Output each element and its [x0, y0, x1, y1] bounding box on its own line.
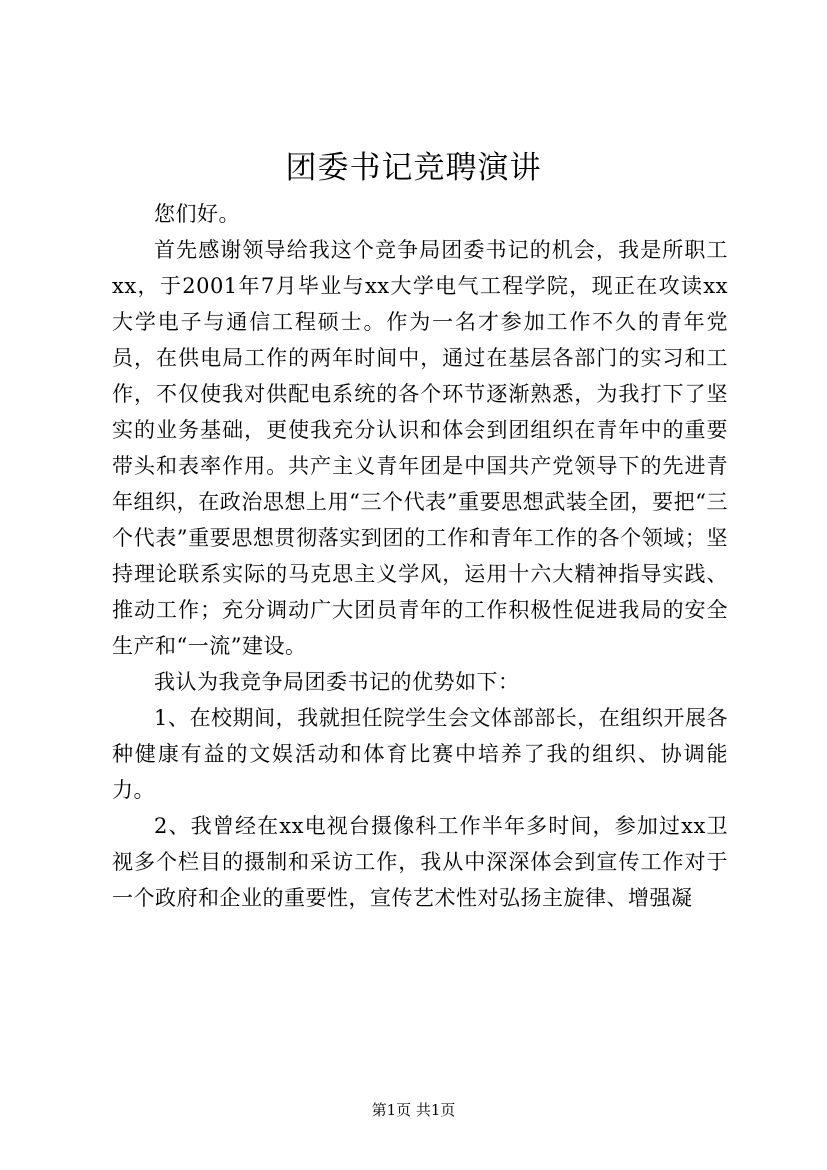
paragraph-introduction: 首先感谢领导给我这个竞争局团委书记的机会，我是所职工xx，于2001年7月毕业与xx大学电气工程学院，现正在攻读xx大学电子与通信工程硕士。作为一名才参加工作不久的青年党员，在供电局工作的两年时间中，通过在基层各部门的实习和工作，不仅使我对供配电系统的各个环节逐渐熟悉，为我打下了坚实的业务基础，更使我充分认识和体会到团组织在青年中的重要带头和表率作用。共产主义青年团是中国共产党领导下的先进青年组织，在政治思想上用“三个代表”重要思想武装全团，要把“三个代表”重要思想贯彻落实到团的工作和青年工作的各个领域；坚持理论联系实际的马克思主义学风，运用十六大精神指导实践、推动工作；充分调动广大团员青年的工作积极性促进我局的安全生产和“一流”建设。 [112, 238, 728, 658]
document-body [112, 196, 728, 916]
document-title: 团委书记竞聘演讲 [285, 150, 542, 186]
paragraph-advantages-heading: 我认为我竞争局团委书记的优势如下： [154, 670, 520, 694]
page-footer: 第1页 共1页 [371, 1101, 456, 1119]
paragraph-greeting: 您们好。 [154, 202, 240, 226]
paragraph-advantage-2: 2、我曾经在xx电视台摄像科工作半年多时间，参加过xx卫视多个栏目的摄制和采访工作，我从中深深体会到宣传工作对于一个政府和企业的重要性，宣传艺术性对弘扬主旋律、增强凝 [112, 814, 728, 910]
paragraph-advantage-1: 1、在校期间，我就担任院学生会文体部部长，在组织开展各种健康有益的文娱活动和体育比赛中培养了我的组织、协调能力。 [112, 706, 728, 802]
